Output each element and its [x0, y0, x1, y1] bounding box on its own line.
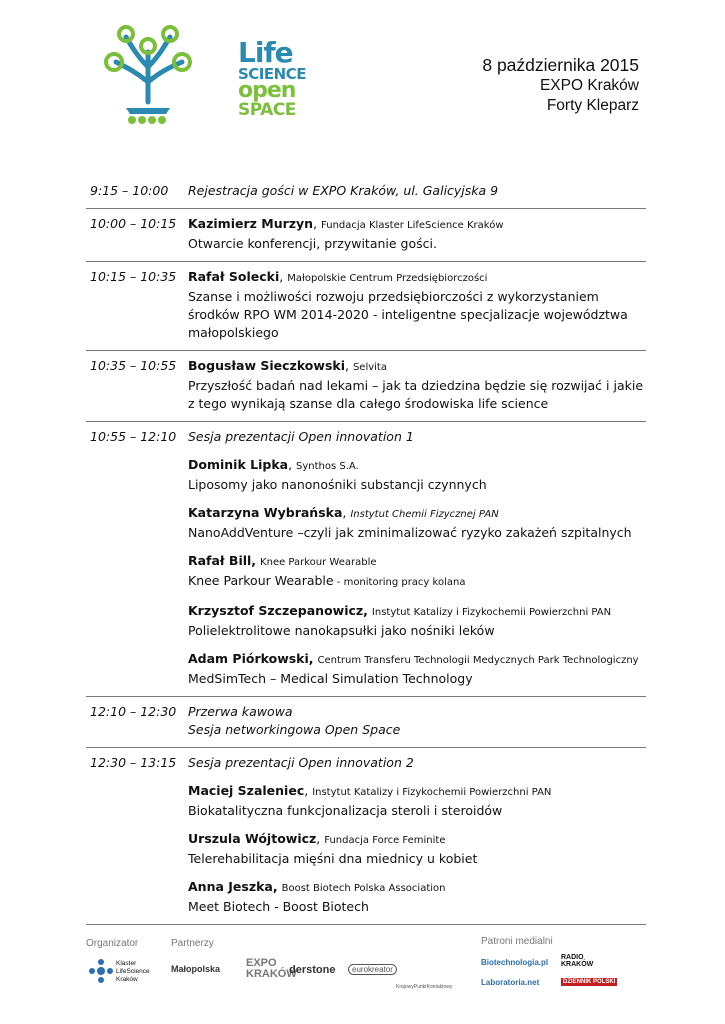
talk-title: Otwarcie konferencji, przywitanie gości. [188, 236, 437, 251]
talk-item: Katarzyna Wybrańska, Instytut Chemii Fizycznej PAN NanoAddVenture –czyli jak zminimalizować ryzyko zakażeń szpitalnych [188, 504, 646, 542]
talk-title: Liposomy jako nanonośniki substancji czynnych [188, 477, 487, 492]
time-slot: 12:30 – 13:15 [90, 755, 177, 770]
talk-title: Knee Parkour Wearable [188, 573, 334, 588]
session-title: Sesja prezentacji Open innovation 1 [188, 429, 414, 444]
agenda-item-text: Rejestracja gości w EXPO Kraków, ul. Galicyjska 9 [188, 183, 499, 198]
media-logo: Biotechnologia.pl [481, 958, 549, 967]
speaker-name: Krzysztof Szczepanowicz, [188, 603, 368, 618]
talk-title: Przyszłość badań nad lekami – jak ta dziedzina będzie się rozwijać i jakie z tego wynikają szanse dla całego środowiska life science [188, 378, 644, 411]
talk-title: Szanse i możliwości rozwoju przedsiębiorczości z wykorzystaniem środków RPO WM 2014-2020 - inteligentne specjalizacje województwa małopolskiego [188, 289, 628, 340]
talk-item: Dominik Lipka, Synthos S.A. Liposomy jako nanonośniki substancji czynnych [188, 456, 646, 494]
talk-item [188, 602, 646, 640]
talk-item [188, 552, 646, 592]
logo-line1: Life [238, 36, 293, 69]
time-slot: 10:15 – 10:35 [90, 269, 177, 284]
talk-item: Maciej Szaleniec, Instytut Katalizy i Fizykochemii Powierzchni PAN Biokatalityczna funkcjonalizacja steroli i steroidów [188, 782, 646, 820]
talk-item [188, 878, 646, 916]
agenda-row [86, 178, 646, 209]
speaker-name: Rafał Bill, [188, 553, 257, 568]
talk-title: Meet Biotech - Boost Biotech [188, 899, 369, 914]
talk-item [188, 650, 646, 688]
talk-subtitle: - monitoring pracy kolana [333, 577, 466, 588]
break-label: Przerwa kawowa [188, 704, 293, 719]
speaker-name: Katarzyna Wybrańska [188, 505, 343, 520]
sponsors-footer [86, 936, 646, 1006]
speaker-org: Instytut Chemii Fizycznej PAN [350, 509, 499, 520]
partner-logo: KrajowyPunktKontaktowy [396, 984, 453, 990]
speaker-name: Rafał Solecki [188, 269, 280, 284]
logo-line4: SPACE [238, 99, 296, 120]
session-title: Sesja prezentacji Open innovation 2 [188, 755, 414, 770]
talk-title: Polielektrolitowe nanokapsułki jako nośniki leków [188, 623, 495, 638]
talk-title: Biokatalityczna funkcjonalizacja steroli i steroidów [188, 803, 503, 818]
event-venue-detail: Forty Kleparz [546, 97, 639, 114]
talk-title: MedSimTech – Medical Simulation Technology [188, 671, 473, 686]
speaker-name: Adam Piórkowski, [188, 651, 314, 666]
speaker-name: Urszula Wójtowicz [188, 831, 317, 846]
speaker-name: Anna Jeszka, [188, 879, 278, 894]
speaker-org: Centrum Transferu Technologii Medycznych Park Technologiczny [317, 655, 639, 666]
partner-logo: derstone [289, 964, 336, 976]
agenda-row [86, 422, 646, 697]
event-venue: EXPO Kraków [539, 77, 639, 94]
networking-label: Sesja networkingowa Open Space [188, 722, 401, 737]
time-slot: 10:55 – 12:10 [90, 429, 177, 444]
speaker-name: Kazimierz Murzyn [188, 216, 314, 231]
speaker-name: Bogusław Sieczkowski [188, 358, 345, 373]
agenda-row: 10:15 – 10:35 Rafał Solecki, Małopolskie Centrum Przedsiębiorczości Szanse i możliwości rozwoju przedsiębiorczości z wykorzystaniem środków RPO WM 2014-2020 - inteligentne specjalizacje województwa małopolskiego [86, 262, 646, 351]
time-slot: 9:15 – 10:00 [90, 183, 169, 198]
klaster-icon [88, 958, 114, 984]
partner-logo: eurokreator [348, 964, 397, 975]
agenda-row [86, 748, 646, 925]
organizer-logo: Klaster LifeScience Kraków [116, 960, 150, 983]
partner-logo: Małopolska [171, 964, 221, 974]
speaker-org: Selvita [352, 362, 387, 373]
talk-title: NanoAddVenture –czyli jak zminimalizować ryzyko zakażeń szpitalnych [188, 525, 632, 540]
event-header [482, 54, 639, 116]
speaker-name: Dominik Lipka [188, 457, 289, 472]
organizer-label: Organizator [86, 938, 139, 949]
media-logo: DZIENNIK POLSKI [563, 979, 616, 985]
logo-line2: SCIENCE [238, 64, 306, 83]
speaker-org: Synthos S.A. [296, 461, 359, 472]
speaker-org: Fundacja Force Feminite [324, 835, 446, 846]
logo-line3: open [238, 77, 296, 103]
partners-label: Partnerzy [171, 938, 214, 949]
speaker-org: Instytut Katalizy i Fizykochemii Powierzchni PAN [312, 787, 552, 798]
speaker-org: Knee Parkour Wearable [260, 557, 377, 568]
event-date: 8 października 2015 [482, 55, 639, 75]
media-label: Patroni medialni [481, 936, 553, 947]
speaker-name: Maciej Szaleniec [188, 783, 305, 798]
agenda-row [86, 697, 646, 748]
tree-icon [96, 22, 200, 128]
media-logo: Laboratoria.net [481, 978, 540, 987]
partner-logo: EXPO KRAKÓW [246, 957, 297, 980]
speaker-org: Instytut Katalizy i Fizykochemii Powierzchni PAN [371, 607, 612, 618]
time-slot: 12:10 – 12:30 [90, 704, 177, 719]
lifescience-logo [96, 22, 316, 132]
agenda-row: 10:00 – 10:15 Kazimierz Murzyn, Fundacja Klaster LifeScience Kraków Otwarcie konferencji, przywitanie gości. [86, 209, 646, 262]
time-slot: 10:35 – 10:55 [90, 358, 177, 373]
agenda-table [86, 178, 646, 925]
talk-item: Urszula Wójtowicz, Fundacja Force Feminite Telerehabilitacja mięśni dna miednicy u kobiet [188, 830, 646, 868]
speaker-org: Małopolskie Centrum Przedsiębiorczości [287, 273, 488, 284]
speaker-org: Fundacja Klaster LifeScience Kraków [321, 220, 504, 231]
media-logo: RADIO KRAKÓW [561, 954, 594, 968]
logo-wordmark [238, 36, 306, 120]
talk-title: Telerehabilitacja mięśni dna miednicy u kobiet [188, 851, 478, 866]
time-slot: 10:00 – 10:15 [90, 216, 177, 231]
speaker-org: Boost Biotech Polska Association [281, 883, 446, 894]
agenda-row: 10:35 – 10:55 Bogusław Sieczkowski, Selvita Przyszłość badań nad lekami – jak ta dziedzina będzie się rozwijać i jakie z tego wynikają szanse dla całego środowiska life science [86, 351, 646, 422]
